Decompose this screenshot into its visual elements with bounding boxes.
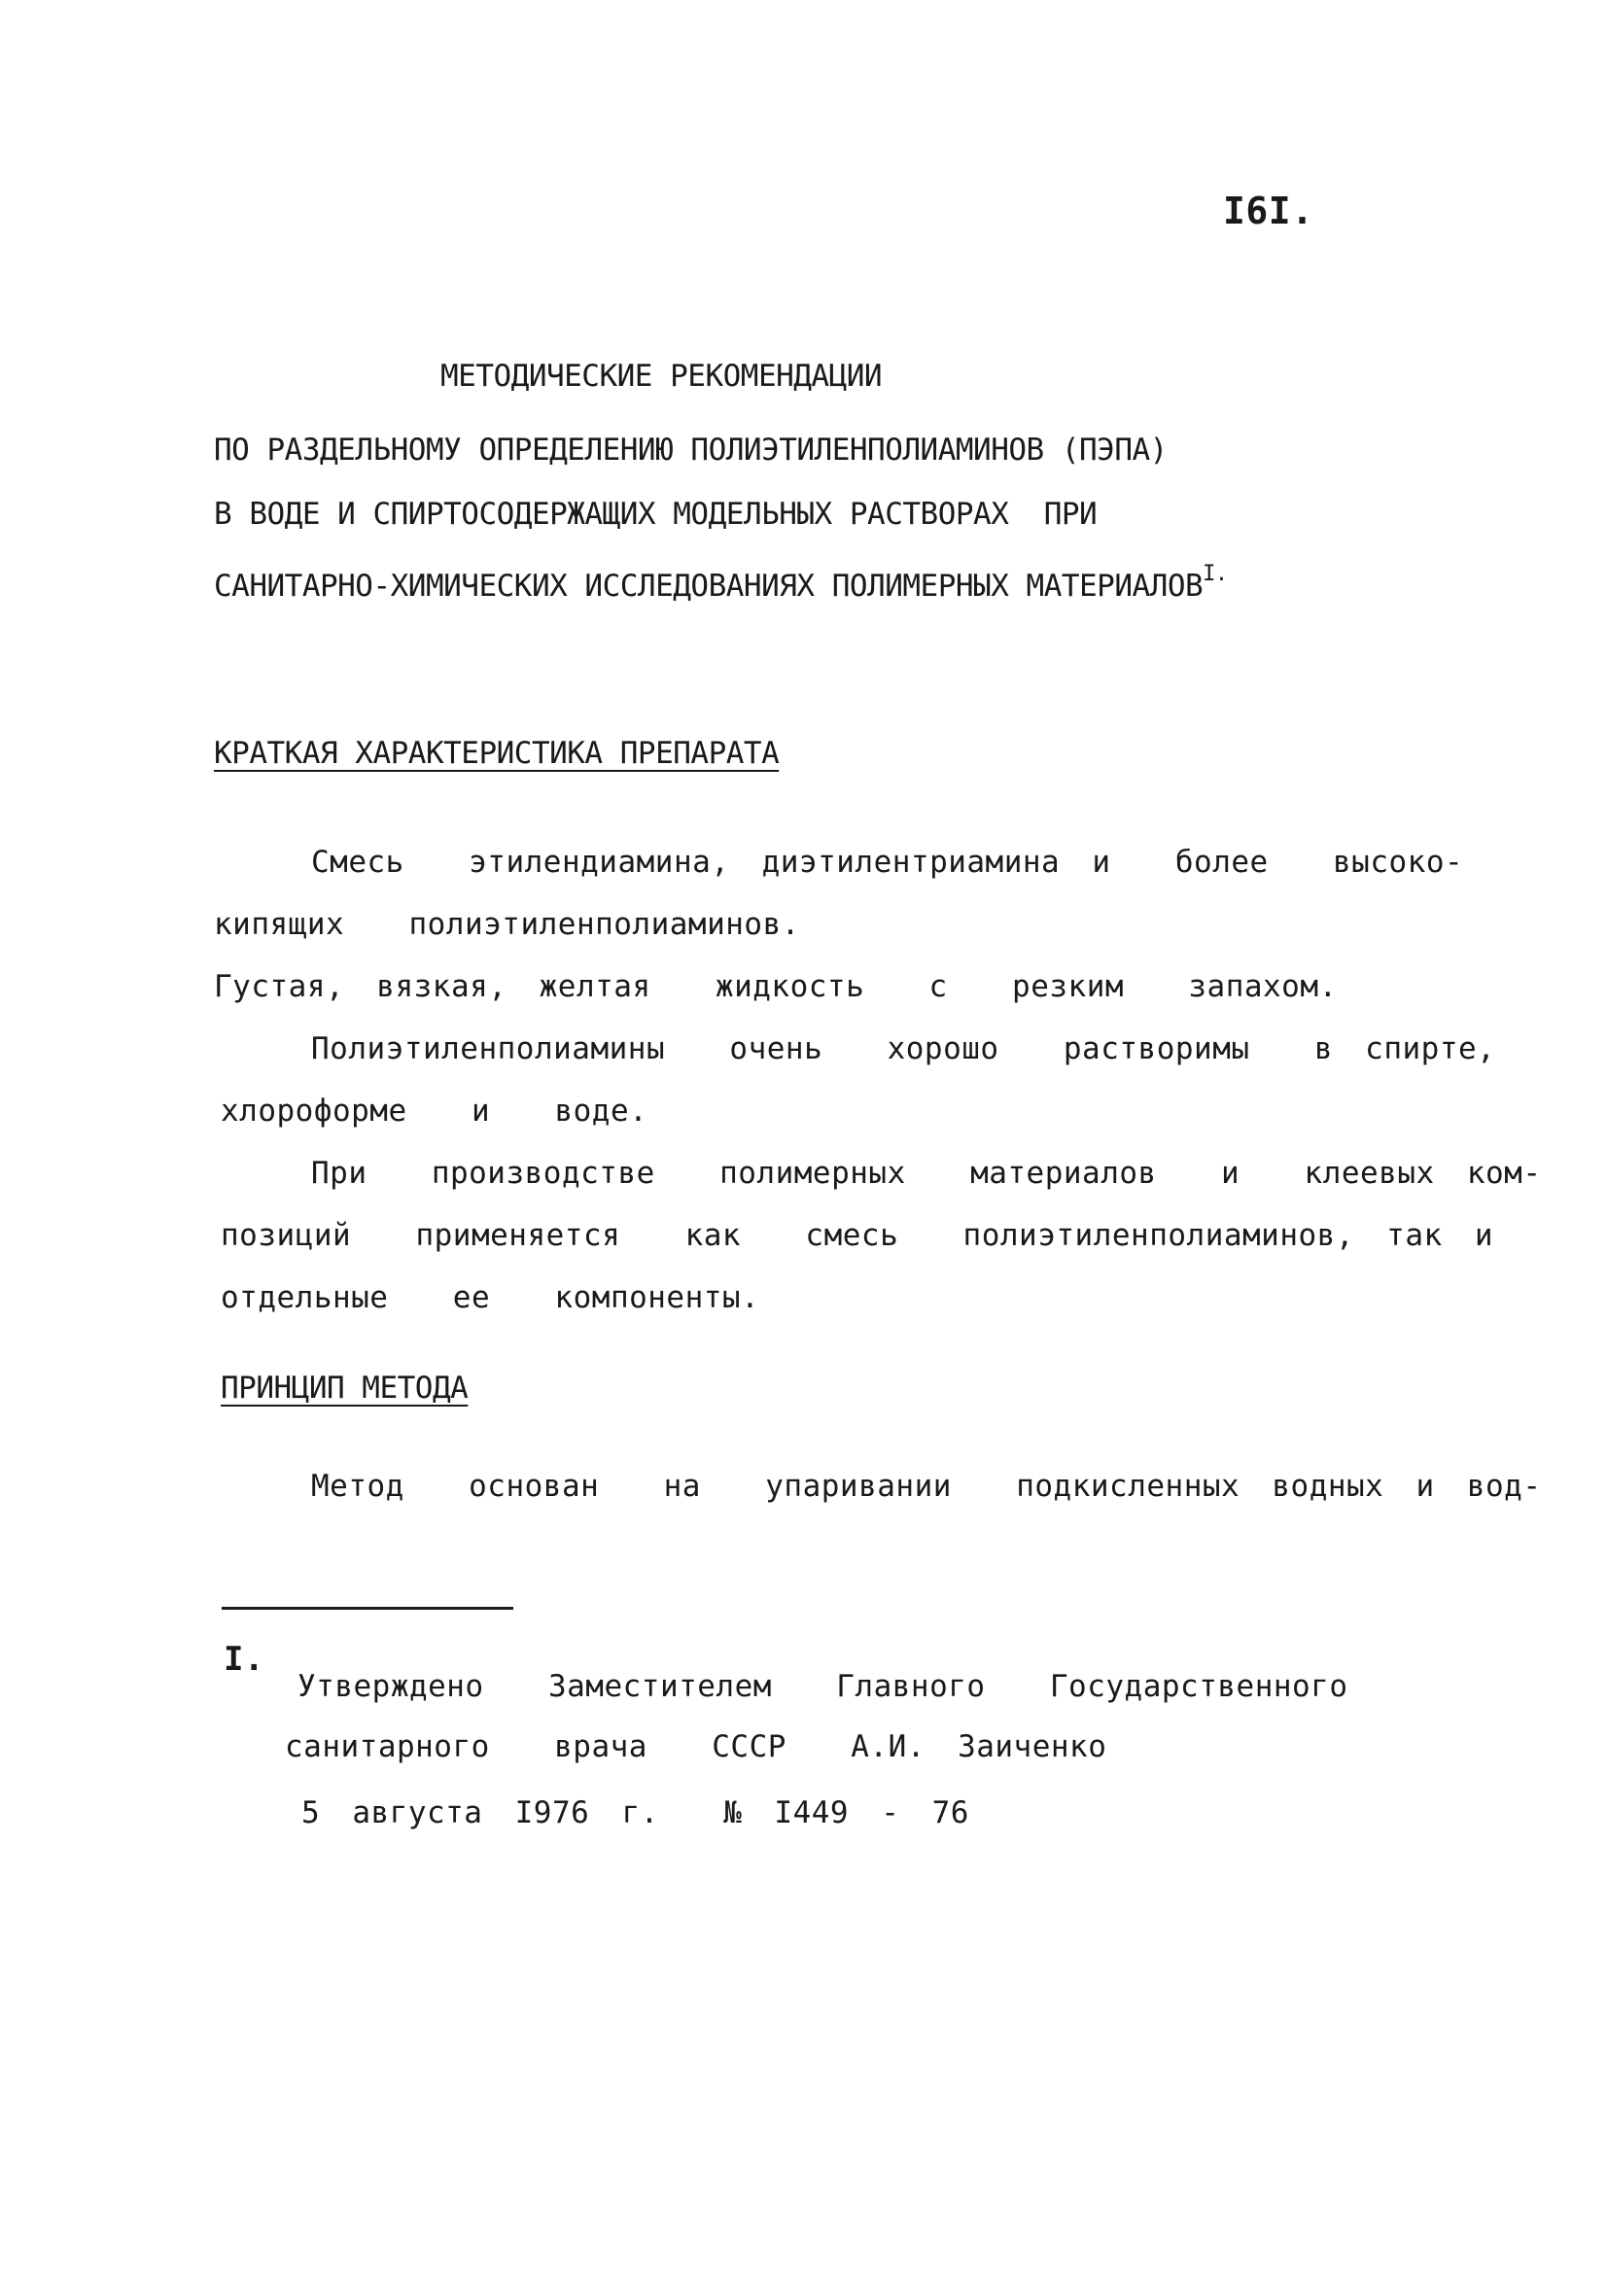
footnote-reference: I. xyxy=(1203,562,1228,586)
paragraph-line: отдельные ее компоненты. xyxy=(221,1280,760,1315)
page-number: I6I. xyxy=(1223,190,1314,232)
footnote-divider xyxy=(222,1607,513,1610)
paragraph-line: Густая, вязкая, желтая жидкость с резким запахом. xyxy=(214,969,1338,1004)
paragraph-line: Метод основан на упаривании подкисленных водных и вод- xyxy=(311,1469,1542,1504)
footnote-number: I. xyxy=(224,1640,264,1679)
paragraph-line: Полиэтиленполиамины очень хорошо растворимы в спирте, xyxy=(311,1031,1496,1066)
document-subtitle-line-2: В ВОДЕ И СПИРТОСОДЕРЖАЩИХ МОДЕЛЬНЫХ РАСТВОРАХ ПРИ xyxy=(214,497,1098,532)
paragraph-line: позиций применяется как смесь полиэтиленполиаминов, так и xyxy=(221,1218,1493,1253)
paragraph-line: хлороформе и воде. xyxy=(221,1094,648,1129)
paragraph-line: При производстве полимерных материалов и клеевых ком- xyxy=(311,1156,1542,1191)
document-subtitle-line-3 xyxy=(214,564,1228,602)
paragraph-line: Смесь этилендиамина, диэтилентриамина и более высоко- xyxy=(311,845,1464,880)
footnote-line-2: санитарного врача СССР А.И. Заиченко xyxy=(285,1729,1107,1764)
section-heading-method-principle: ПРИНЦИП МЕТОДА xyxy=(221,1371,469,1406)
footnote-line-3: 5 августа I976 г. № I449 - 76 xyxy=(301,1795,969,1830)
document-subtitle-line-1: ПО РАЗДЕЛЬНОМУ ОПРЕДЕЛЕНИЮ ПОЛИЭТИЛЕНПОЛИАМИНОВ (ПЭПА) xyxy=(214,433,1168,468)
paragraph-line: кипящих полиэтиленполиаминов. xyxy=(214,907,800,942)
footnote-line-1: Утверждено Заместителем Главного Государственного xyxy=(297,1669,1348,1704)
document-title: МЕТОДИЧЕСКИЕ РЕКОМЕНДАЦИИ xyxy=(440,359,883,394)
subtitle-line-3-text: САНИТАРНО-ХИМИЧЕСКИХ ИССЛЕДОВАНИЯХ ПОЛИМЕРНЫХ МАТЕРИАЛОВ xyxy=(214,569,1204,604)
section-heading-characteristics: КРАТКАЯ ХАРАКТЕРИСТИКА ПРЕПАРАТА xyxy=(214,736,780,771)
